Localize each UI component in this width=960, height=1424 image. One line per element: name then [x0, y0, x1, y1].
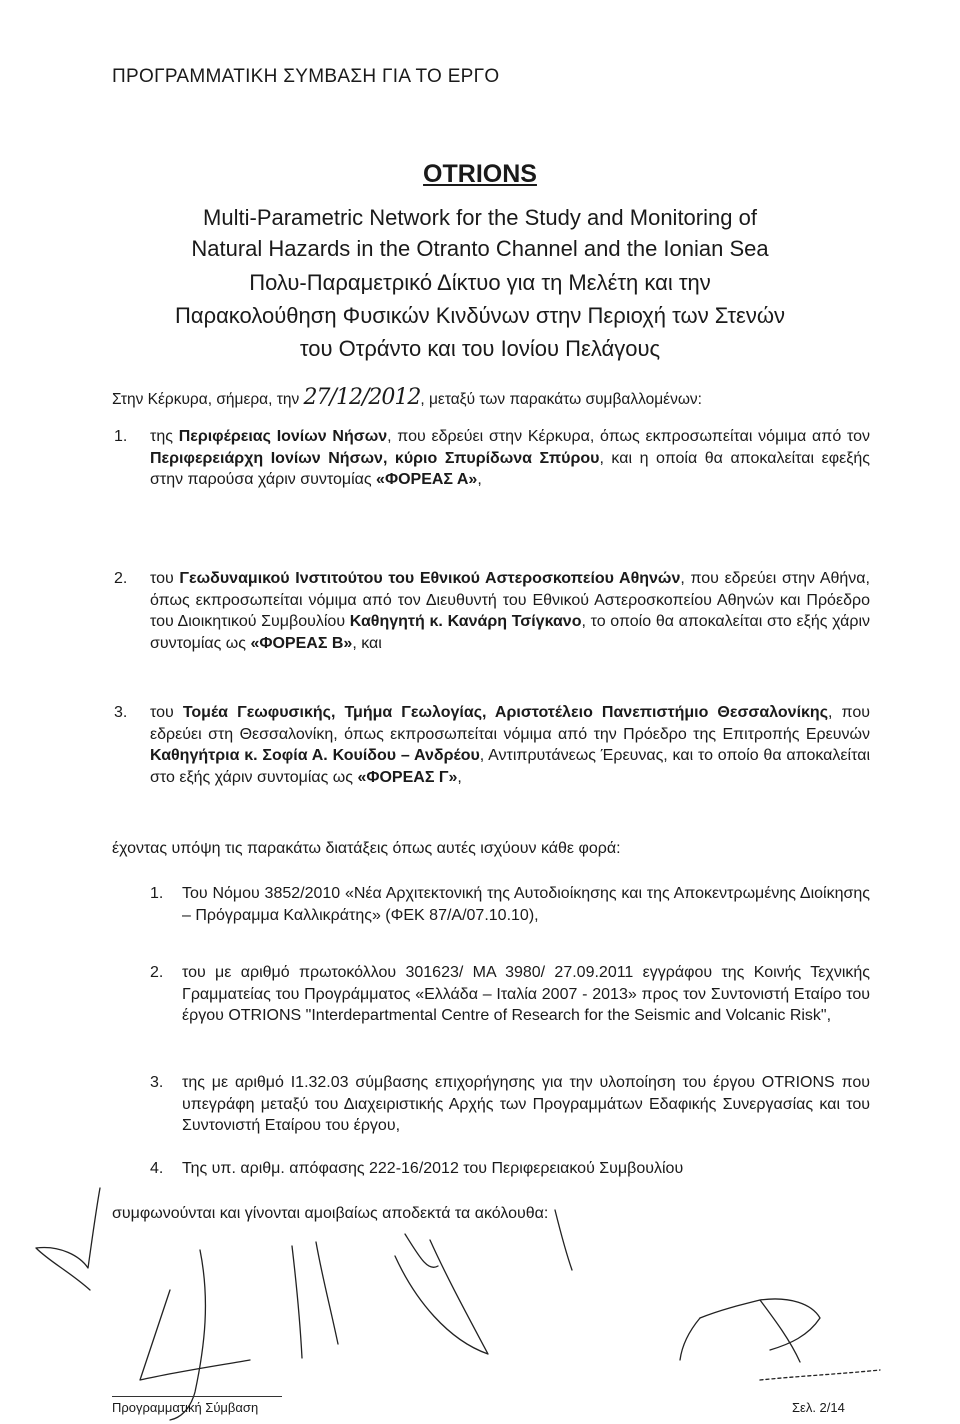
footer-divider: [112, 1396, 282, 1397]
subtitle-el-line-3: του Οτράντο και του Ιονίου Πελάγους: [299, 336, 661, 361]
footer-page-number: Σελ. 2/14: [792, 1400, 845, 1415]
signature-stroke: [700, 1299, 820, 1350]
subtitle-el-line-2: Παρακολούθηση Φυσικών Κινδύνων στην Περιοχή των Στενών: [174, 303, 786, 328]
subtitle-en-line-1: Multi-Parametric Network for the Study and Monitoring of: [203, 205, 757, 230]
party-text: ,: [457, 768, 462, 786]
party-bold-name: Τομέα Γεωφυσικής, Τμήμα Γεωλογίας, Αριστοτέλειο Πανεπιστήμιο Θεσσαλονίκης: [182, 704, 829, 721]
signature-stroke: [680, 1300, 800, 1362]
provision-number: 1.: [150, 885, 164, 902]
party-text: του: [150, 570, 180, 587]
party-text: , που εδρεύει στην Κέρκυρα, όπως εκπροσωπείται νόμιμα από τον: [387, 428, 870, 445]
party-bold-label: «ΦΟΡΕΑΣ Γ»: [357, 768, 458, 786]
signature-stroke: [395, 1234, 488, 1354]
party-number: 3.: [114, 704, 128, 721]
party-bold-name: Περιφέρειας Ιονίων Νήσων: [178, 428, 388, 445]
party-text: , και η οποία θα αποκαλείται εφεξής στην παρούσα χάριν συντομίας: [150, 449, 871, 488]
provision-text: του με αριθμό πρωτοκόλλου 301623/ ΜΑ 3980/ 27.09.2011 εγγράφου της Κοινής Τεχνικής Γραμματείας του Προγράμματος «Ελλάδα – Ιταλία 2007 - 2013» προς τον Συντονιστή Εταίρο του έργου OTRIONS "Interdepartmental Centre of Research for the Seismic and Volcanic Risk",: [182, 964, 870, 1024]
party-bold-representative: Καθηγήτρια κ. Σοφία Α. Κουίδου – Ανδρέου: [150, 747, 480, 764]
agreement-line: συμφωνούνται και γίνονται αμοιβαίως αποδεκτά τα ακόλουθα:: [112, 1205, 549, 1222]
signature-stroke: [170, 1250, 205, 1420]
signature-stroke: [140, 1290, 250, 1380]
party-text: , που εδρεύει στην Αθήνα, όπως εκπροσωπείται νόμιμα από τον Διευθυντή του Εθνικού Αστεροσκοπείου Αθηνών και Πρόεδρο του Διοικητικού Συμβουλίου: [150, 570, 870, 630]
provision-number: 2.: [150, 964, 164, 981]
provision-text: Του Νόμου 3852/2010 «Νέα Αρχιτεκτονική της Αυτοδιοίκησης και της Αποκεντρωμένης Διοίκησης – Πρόγραμμα Καλλικράτης» (ΦΕΚ 87/Α/07.10.10),: [182, 885, 870, 924]
party-number: 1.: [114, 428, 128, 445]
party-bold-label: «ΦΟΡΕΑΣ Α»: [376, 471, 478, 488]
project-name: OTRIONS: [423, 160, 537, 188]
party-text: της: [150, 428, 179, 445]
document-header-title: ΠΡΟΓΡΑΜΜΑΤΙΚΗ ΣΥΜΒΑΣΗ ΓΙΑ ΤΟ ΕΡΓΟ: [112, 66, 500, 87]
party-text: ,: [477, 471, 482, 488]
footer-document-name: Προγραμματική Σύμβαση: [112, 1400, 259, 1415]
party-text: , το οποίο θα αποκαλείται στο εξής χάριν συντομίας ως: [150, 613, 870, 652]
party-text: , και: [352, 634, 382, 652]
handwritten-date: 27/12/2012: [303, 385, 421, 410]
provision-number: 4.: [150, 1160, 164, 1177]
party-bold-representative: Περιφερειάρχη Ιονίων Νήσων, κύριο Σπυρίδωνα Σπύρου: [150, 449, 600, 467]
place-prefix: Στην Κέρκυρα, σήμερα, την: [112, 391, 304, 408]
place-suffix: , μεταξύ των παρακάτω συμβαλλομένων:: [420, 391, 702, 408]
signature-stroke: [760, 1370, 880, 1380]
party-number: 2.: [114, 570, 128, 587]
subtitle-en-line-2: Natural Hazards in the Otranto Channel and the Ionian Sea: [191, 236, 769, 261]
party-bold-representative: Καθηγητή κ. Κανάρη Τσίγκανο: [349, 613, 582, 630]
provision-text: της με αριθμό Ι1.32.03 σύμβασης επιχορήγησης για την υλοποίηση του έργου OTRIONS που υπεγράφη μεταξύ του Διαχειριστικής Αρχής των Προγραμμάτων Εδαφικής Συνεργασίας και του Συντονιστή Εταίρου του έργου,: [182, 1074, 870, 1134]
subtitle-el-line-1: Πολυ-Παραμετρικό Δίκτυο για τη Μελέτη και την: [249, 270, 711, 295]
signature-stroke: [292, 1242, 338, 1358]
provision-number: 3.: [150, 1074, 164, 1091]
party-text: , που εδρεύει στη Θεσσαλονίκη, όπως εκπροσωπείται νόμιμα από την Πρόεδρο της Επιτροπής Ερευνών: [150, 704, 870, 743]
party-text: , Αντιπρυτάνεως Έρευνας, και το οποίο θα αποκαλείται στο εξής χάριν συντομίας ως: [150, 747, 870, 786]
provision-text: Της υπ. αριθμ. απόφασης 222-16/2012 του Περιφερειακού Συμβουλίου: [182, 1160, 684, 1177]
party-text: του: [150, 704, 183, 721]
party-bold-label: «ΦΟΡΕΑΣ Β»: [250, 634, 353, 652]
considering-line: έχοντας υπόψη τις παρακάτω διατάξεις όπως αυτές ισχύουν κάθε φορά:: [112, 840, 621, 857]
party-bold-name: Γεωδυναμικού Ινστιτούτου του Εθνικού Αστεροσκοπείου Αθηνών: [179, 570, 681, 587]
signature-stroke: [36, 1188, 100, 1290]
signature-stroke: [555, 1210, 572, 1270]
